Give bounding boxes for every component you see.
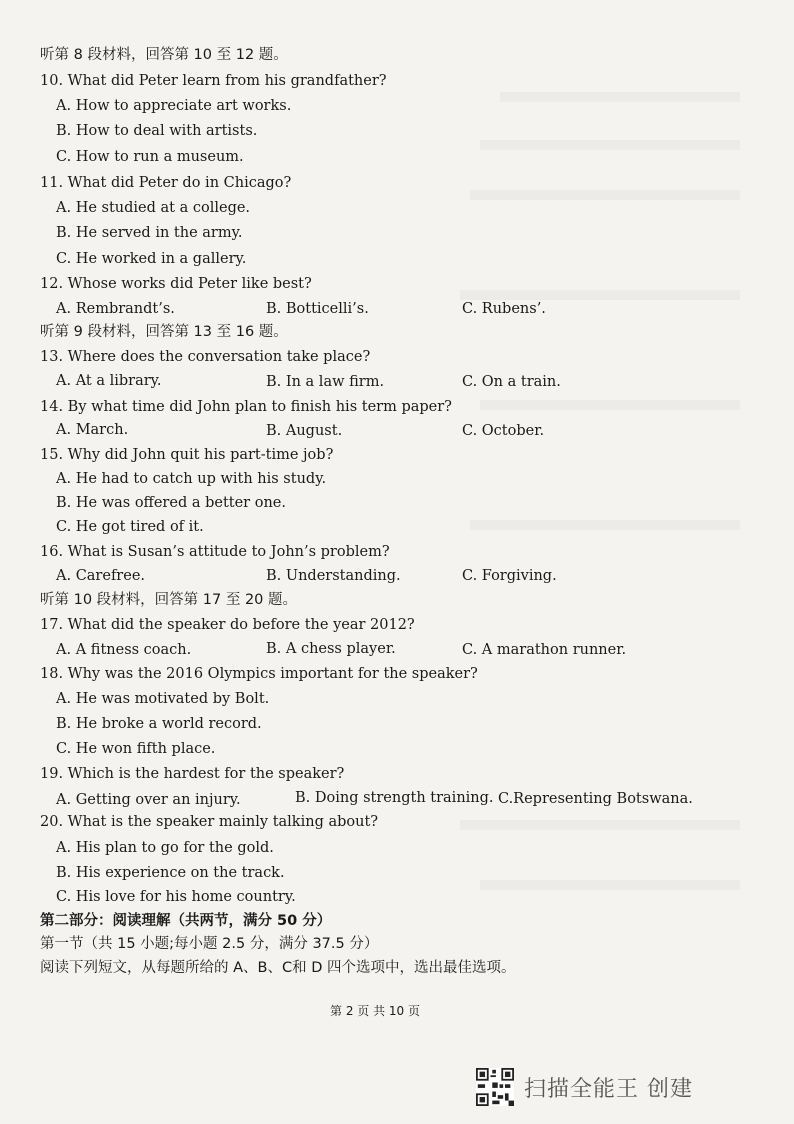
part2-title: 第二部分：阅读理解（共两节，满分 50 分） <box>40 913 332 929</box>
question-15: 15. Why did John quit his part-time job? <box>40 447 334 463</box>
section-heading-8: 听第 8 段材料，回答第 10 至 12 题。 <box>40 47 288 63</box>
option-14-b: B. August. <box>266 423 343 439</box>
question-13: 13. Where does the conversation take place? <box>40 349 371 365</box>
qr-code-icon <box>476 1068 514 1106</box>
question-16: 16. What is Susan’s attitude to John’s problem? <box>40 544 390 560</box>
option-17-b: B. A chess player. <box>266 641 396 657</box>
option-13-a: A. At a library. <box>56 373 162 389</box>
option-10-a: A. How to appreciate art works. <box>56 98 292 114</box>
option-13-c: C. On a train. <box>462 374 561 390</box>
option-11-b: B. He served in the army. <box>56 225 243 241</box>
option-18-b: B. He broke a world record. <box>56 716 262 732</box>
option-16-b: B. Understanding. <box>266 568 401 584</box>
option-15-a: A. He had to catch up with his study. <box>56 471 327 487</box>
option-20-b: B. His experience on the track. <box>56 865 285 881</box>
section-heading-10: 听第 10 段材料，回答第 17 至 20 题。 <box>40 592 298 608</box>
option-19-c: C.Representing Botswana. <box>498 791 693 807</box>
option-19-a: A. Getting over an injury. <box>56 792 241 808</box>
question-17: 17. What did the speaker do before the year 2012? <box>40 617 415 633</box>
question-18: 18. Why was the 2016 Olympics important for the speaker? <box>40 666 478 682</box>
question-10: 10. What did Peter learn from his grandfather? <box>40 73 387 89</box>
option-15-b: B. He was offered a better one. <box>56 495 286 511</box>
part2-section1: 第一节（共 15 小题;每小题 2.5 分，满分 37.5 分） <box>40 936 379 952</box>
option-19-b: B. Doing strength training. <box>295 790 494 806</box>
option-10-b: B. How to deal with artists. <box>56 123 258 139</box>
option-12-c: C. Rubens’. <box>462 301 546 317</box>
question-20: 20. What is the speaker mainly talking about? <box>40 814 379 830</box>
scanner-watermark <box>476 1068 716 1108</box>
question-14: 14. By what time did John plan to finish his term paper? <box>40 399 452 415</box>
section-heading-9: 听第 9 段材料，回答第 13 至 16 题。 <box>40 324 288 340</box>
option-11-c: C. He worked in a gallery. <box>56 251 247 267</box>
page-footer: 第 2 页 共 10 页 <box>330 1004 420 1018</box>
question-19: 19. Which is the hardest for the speaker? <box>40 766 345 782</box>
option-16-a: A. Carefree. <box>56 568 146 584</box>
option-17-c: C. A marathon runner. <box>462 642 627 658</box>
option-17-a: A. A fitness coach. <box>56 642 192 658</box>
watermark-text: 扫描全能王 创建 <box>524 1077 693 1102</box>
option-18-a: A. He was motivated by Bolt. <box>56 691 270 707</box>
question-11: 11. What did Peter do in Chicago? <box>40 175 292 191</box>
option-16-c: C. Forgiving. <box>462 568 557 584</box>
option-11-a: A. He studied at a college. <box>56 200 251 216</box>
question-12: 12. Whose works did Peter like best? <box>40 276 312 292</box>
option-14-c: C. October. <box>462 423 545 439</box>
option-20-a: A. His plan to go for the gold. <box>56 840 274 856</box>
part2-instruction: 阅读下列短文，从每题所给的 A、B、C和 D 四个选项中，选出最佳选项。 <box>40 960 516 976</box>
option-15-c: C. He got tired of it. <box>56 519 204 535</box>
option-10-c: C. How to run a museum. <box>56 149 244 165</box>
option-12-a: A. Rembrandt’s. <box>56 301 175 317</box>
option-13-b: B. In a law firm. <box>266 374 385 390</box>
option-14-a: A. March. <box>56 422 129 438</box>
option-12-b: B. Botticelli’s. <box>266 301 369 317</box>
option-18-c: C. He won fifth place. <box>56 741 216 757</box>
option-20-c: C. His love for his home country. <box>56 889 296 905</box>
